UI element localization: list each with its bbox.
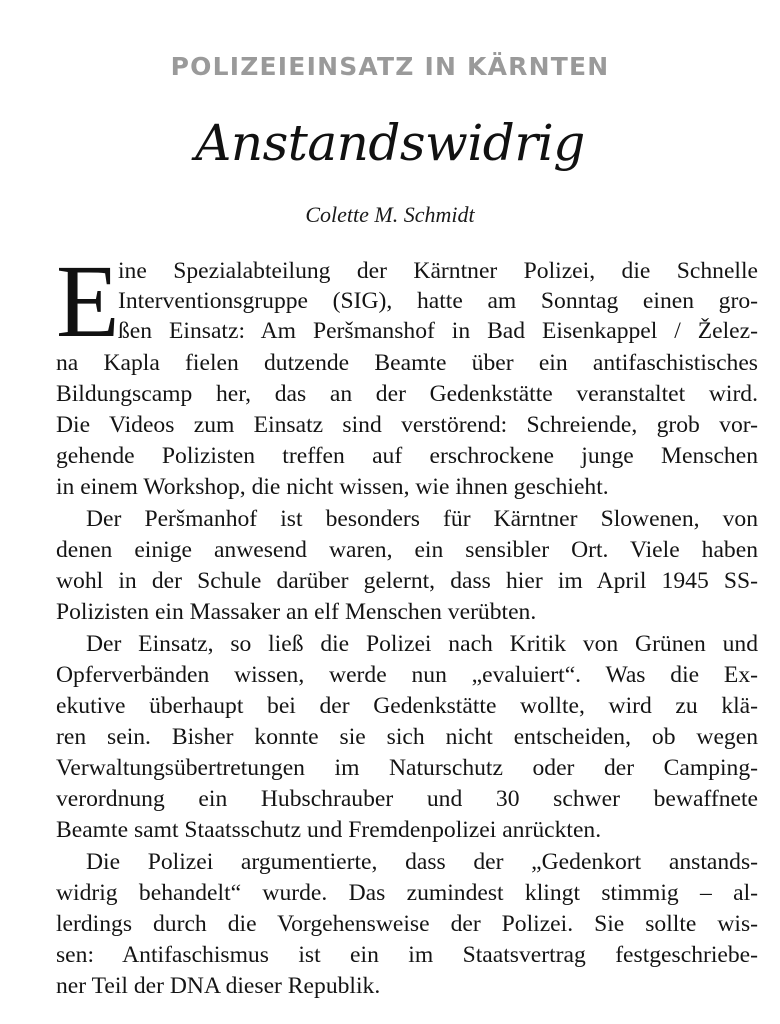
text-line: Opferverbänden wissen, werde nun „evaluiert“. Was die Ex- [56, 662, 758, 688]
text-line: ren sein. Bisher konnte sie sich nicht entscheiden, ob wegen [56, 724, 758, 750]
text-line: lerdings durch die Vorgehensweise der Polizei. Sie sollte wis- [56, 911, 758, 937]
text-line: Interventionsgruppe (SIG), hatte am Sonntag einen gro- [118, 288, 758, 314]
text-line: verordnung ein Hubschrauber und 30 schwer bewaffnete [56, 786, 758, 812]
text-line: Die Videos zum Einsatz sind verstörend: Schreiende, grob vor- [56, 412, 758, 438]
text-line: ine Spezialabteilung der Kärntner Polizei, die Schnelle [118, 258, 758, 284]
kicker: POLIZEIEINSATZ IN KÄRNTEN [170, 52, 610, 81]
text-line: ßen Einsatz: Am Peršmanshof in Bad Eisenkappel / Želez- [118, 318, 758, 344]
text-line: Der Einsatz, so ließ die Polizei nach Kritik von Grünen und [86, 631, 758, 657]
text-line: Verwaltungsübertretungen im Naturschutz oder der Camping- [56, 755, 758, 781]
text-line: na Kapla fielen dutzende Beamte über ein antifaschistisches [56, 350, 758, 376]
text-line: ner Teil der DNA dieser Republik. [56, 973, 381, 999]
author-byline: Colette M. Schmidt [305, 202, 475, 227]
text-line: Polizisten ein Massaker an elf Menschen verübten. [56, 599, 537, 625]
text-line: ekutive überhaupt bei der Gedenkstätte wollte, wird zu klä- [56, 693, 758, 719]
text-line: Beamte samt Staatsschutz und Fremdenpolizei anrückten. [56, 817, 602, 843]
drop-cap: E [56, 244, 120, 359]
text-line: Die Polizei argumentierte, dass der „Gedenkort anstands- [86, 849, 758, 875]
text-line: denen einige anwesend waren, ein sensibler Ort. Viele haben [56, 537, 758, 563]
text-line: gehende Polizisten treffen auf erschrockene junge Menschen [56, 443, 758, 469]
text-line: widrig behandelt“ wurde. Das zumindest klingt stimmig – al- [56, 880, 758, 906]
text-line: sen: Antifaschismus ist ein im Staatsvertrag festgeschriebe- [56, 942, 758, 968]
text-line: in einem Workshop, die nicht wissen, wie ihnen geschieht. [56, 474, 609, 500]
text-line: wohl in der Schule darüber gelernt, dass hier im April 1945 SS- [56, 568, 758, 594]
headline: Anstandswidrig [195, 114, 585, 172]
text-line: Der Peršmanhof ist besonders für Kärntner Slowenen, von [86, 506, 758, 532]
text-line: Bildungscamp her, das an der Gedenkstätte veranstaltet wird. [56, 381, 758, 407]
